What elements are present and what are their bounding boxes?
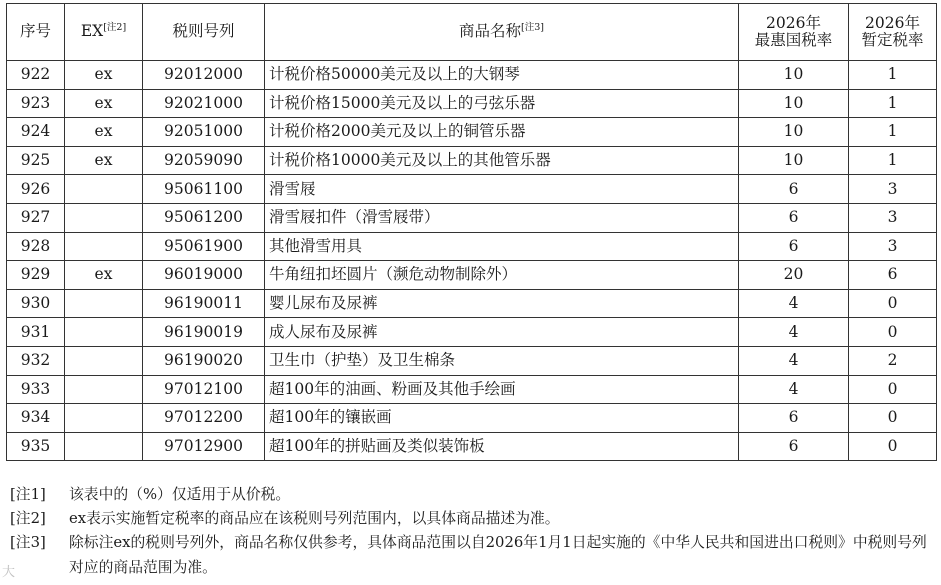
cell-seq: 927 xyxy=(7,203,65,232)
cell-name: 超100年的油画、粉画及其他手绘画 xyxy=(265,375,739,404)
cell-ex xyxy=(65,404,143,433)
cell-code: 92021000 xyxy=(143,89,265,118)
cell-code: 95061900 xyxy=(143,232,265,261)
table-row xyxy=(7,232,937,261)
cell-name: 超100年的镶嵌画 xyxy=(265,404,739,433)
cell-prov: 0 xyxy=(849,318,937,347)
cell-name: 计税价格15000美元及以上的弓弦乐器 xyxy=(265,89,739,118)
cell-seq: 922 xyxy=(7,61,65,90)
header-mfn-label: 最惠国税率 xyxy=(754,31,833,49)
cell-mfn: 4 xyxy=(739,375,849,404)
cell-seq: 931 xyxy=(7,318,65,347)
cell-mfn: 6 xyxy=(739,432,849,461)
cell-name: 计税价格2000美元及以上的铜管乐器 xyxy=(265,118,739,147)
header-row xyxy=(7,4,937,61)
footnote-2 xyxy=(10,507,931,531)
cell-prov: 0 xyxy=(849,432,937,461)
cell-mfn: 6 xyxy=(739,404,849,433)
header-ex-label: EX xyxy=(80,22,104,41)
cell-name: 卫生巾（护垫）及卫生棉条 xyxy=(265,346,739,375)
header-provisional-rate xyxy=(849,4,937,61)
tariff-table xyxy=(6,3,937,461)
cell-mfn: 6 xyxy=(739,175,849,204)
footnote-text: 该表中的（%）仅适用于从价税。 xyxy=(69,486,291,503)
footnote-tag: [注1] xyxy=(10,486,46,503)
cell-prov: 3 xyxy=(849,232,937,261)
cell-code: 92012000 xyxy=(143,61,265,90)
cell-name: 超100年的拼贴画及类似装饰板 xyxy=(265,432,739,461)
cell-mfn: 4 xyxy=(739,346,849,375)
header-name xyxy=(265,4,739,61)
footnote-tag: [注3] xyxy=(10,534,46,552)
header-code xyxy=(143,4,265,61)
cell-name: 滑雪屐扣件（滑雪屐带） xyxy=(265,203,739,232)
table-row xyxy=(7,146,937,175)
cell-prov: 0 xyxy=(849,404,937,433)
cell-prov: 6 xyxy=(849,261,937,290)
footnote-1 xyxy=(10,483,931,507)
cell-mfn: 20 xyxy=(739,261,849,290)
header-name-note: [注3] xyxy=(521,22,544,34)
table-row xyxy=(7,61,937,90)
cell-ex xyxy=(65,175,143,204)
footnotes xyxy=(10,483,931,580)
cell-ex xyxy=(65,346,143,375)
cell-prov: 0 xyxy=(849,375,937,404)
cell-seq: 923 xyxy=(7,89,65,118)
cell-ex: ex xyxy=(65,146,143,175)
cell-seq: 929 xyxy=(7,261,65,290)
cell-seq: 933 xyxy=(7,375,65,404)
header-mfn-year: 2026年 xyxy=(766,13,821,32)
cell-prov: 2 xyxy=(849,346,937,375)
cell-mfn: 4 xyxy=(739,289,849,318)
cell-code: 95061200 xyxy=(143,203,265,232)
header-prov-year: 2026年 xyxy=(865,13,920,32)
cell-seq: 935 xyxy=(7,432,65,461)
cell-ex xyxy=(65,232,143,261)
cell-ex: ex xyxy=(65,261,143,290)
cell-ex xyxy=(65,203,143,232)
table-row xyxy=(7,203,937,232)
cell-name: 计税价格50000美元及以上的大钢琴 xyxy=(265,61,739,90)
footnote-text: ex表示实施暂定税率的商品应在该税则号列范围内，以具体商品描述为准。 xyxy=(69,510,560,528)
cell-ex xyxy=(65,375,143,404)
cell-seq: 928 xyxy=(7,232,65,261)
cell-code: 92051000 xyxy=(143,118,265,147)
footnote-tag: [注2] xyxy=(10,510,46,528)
cell-seq: 932 xyxy=(7,346,65,375)
cell-mfn: 10 xyxy=(739,61,849,90)
cell-ex: ex xyxy=(65,89,143,118)
table-row xyxy=(7,432,937,461)
cell-name: 计税价格10000美元及以上的其他管乐器 xyxy=(265,146,739,175)
cell-seq: 934 xyxy=(7,404,65,433)
cell-name: 成人尿布及尿裤 xyxy=(265,318,739,347)
header-seq xyxy=(7,4,65,61)
header-seq-label: 序号 xyxy=(19,22,51,41)
cell-seq: 924 xyxy=(7,118,65,147)
cell-prov: 0 xyxy=(849,289,937,318)
table-row xyxy=(7,318,937,347)
cell-ex: ex xyxy=(65,61,143,90)
cell-code: 97012200 xyxy=(143,404,265,433)
table-row xyxy=(7,289,937,318)
header-ex-note: [注2] xyxy=(103,22,127,34)
cell-code: 97012100 xyxy=(143,375,265,404)
cell-seq: 925 xyxy=(7,146,65,175)
table-row xyxy=(7,118,937,147)
cell-seq: 926 xyxy=(7,175,65,204)
table-row xyxy=(7,261,937,290)
cell-mfn: 10 xyxy=(739,118,849,147)
cell-ex: ex xyxy=(65,118,143,147)
cell-prov: 3 xyxy=(849,203,937,232)
footnote-text: 除标注ex的税则号列外，商品名称仅供参考，具体商品范围以自2026年1月1日起实施的《中华人民共和国进出口税则》中税则号列对应的商品范围为准。 xyxy=(69,534,927,576)
cell-code: 96190020 xyxy=(143,346,265,375)
watermark: 大 xyxy=(2,565,16,580)
cell-prov: 1 xyxy=(849,61,937,90)
table-row xyxy=(7,346,937,375)
table-row xyxy=(7,175,937,204)
cell-code: 92059090 xyxy=(143,146,265,175)
cell-mfn: 4 xyxy=(739,318,849,347)
table-row xyxy=(7,375,937,404)
header-prov-label: 暂定税率 xyxy=(861,31,924,49)
cell-mfn: 10 xyxy=(739,146,849,175)
cell-prov: 3 xyxy=(849,175,937,204)
header-mfn-rate xyxy=(739,4,849,61)
cell-code: 95061100 xyxy=(143,175,265,204)
cell-ex xyxy=(65,432,143,461)
cell-ex xyxy=(65,289,143,318)
cell-name: 婴儿尿布及尿裤 xyxy=(265,289,739,318)
cell-prov: 1 xyxy=(849,89,937,118)
cell-code: 96019000 xyxy=(143,261,265,290)
cell-code: 96190011 xyxy=(143,289,265,318)
table-row xyxy=(7,89,937,118)
cell-prov: 1 xyxy=(849,146,937,175)
footnote-3 xyxy=(10,531,931,579)
cell-name: 滑雪屐 xyxy=(265,175,739,204)
cell-code: 96190019 xyxy=(143,318,265,347)
cell-code: 97012900 xyxy=(143,432,265,461)
cell-prov: 1 xyxy=(849,118,937,147)
header-name-label: 商品名称 xyxy=(459,22,522,41)
header-code-label: 税则号列 xyxy=(172,22,235,41)
cell-ex xyxy=(65,318,143,347)
cell-mfn: 6 xyxy=(739,232,849,261)
cell-name: 其他滑雪用具 xyxy=(265,232,739,261)
cell-mfn: 6 xyxy=(739,203,849,232)
table-row xyxy=(7,404,937,433)
cell-mfn: 10 xyxy=(739,89,849,118)
header-ex xyxy=(65,4,143,61)
cell-seq: 930 xyxy=(7,289,65,318)
cell-name: 牛角纽扣坯圆片（濒危动物制除外） xyxy=(265,261,739,290)
